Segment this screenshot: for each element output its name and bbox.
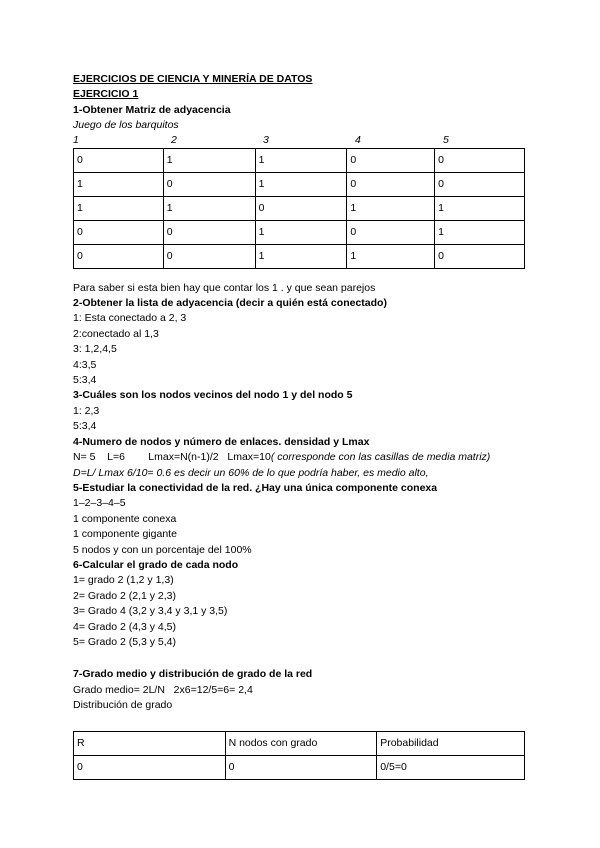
matrix-cell: 1 [163,148,255,172]
table-row [74,148,525,172]
table-header-cell: N nodos con grado [225,731,377,755]
exercise-title: EJERCICIO 1 [73,88,139,101]
table-cell: 0 [74,755,226,779]
matrix-cell: 1 [74,172,164,196]
matrix-cell: 0 [347,220,435,244]
section1-note: Para saber si esta bien hay que contar los 1 . y que sean parejos [73,281,376,294]
table-cell: 0/5=0 [377,755,525,779]
list-item: 1: Esta conectado a 2, 3 [73,312,187,325]
list-item: 5= Grado 2 (5,3 y 5,4) [73,635,177,648]
matrix-cell: 1 [74,196,164,220]
list-item: 4= Grado 2 (4,3 y 4,5) [73,620,177,633]
table-row [74,220,525,244]
list-item: 2:conectado al 1,3 [73,327,159,340]
list-item: 1: 2,3 [73,404,100,417]
section3-heading: 3-Cuáles son los nodos vecinos del nodo 1 y del nodo 5 [73,389,353,402]
matrix-col-header: 1 [73,133,79,146]
matrix-cell: 0 [74,148,164,172]
matrix-cell: 1 [163,196,255,220]
matrix-cell: 0 [435,148,525,172]
document-page [73,72,533,780]
matrix-cell: 1 [347,244,435,268]
matrix-cell: 1 [255,244,347,268]
list-item: 1–2–3–4–5 [73,497,126,510]
section6-heading: 6-Calcular el grado de cada nodo [73,558,239,571]
matrix-cell: 1 [255,148,347,172]
matrix-cell: 1 [347,196,435,220]
list-item: 3= Grado 4 (3,2 y 3,4 y 3,1 y 3,5) [73,605,228,618]
matrix-cell: 0 [255,196,347,220]
list-item: 1 componente gigante [73,528,177,541]
adjacency-matrix [73,148,525,269]
matrix-col-header: 4 [355,133,361,146]
section7-distribution-label: Distribución de grado [73,699,173,712]
section4-density: D=L/ Lmax 6/10= 0.6 es decir un 60% de lo que podría haber, es medio alto, [73,466,429,479]
matrix-cell: 0 [163,172,255,196]
matrix-cell: 1 [435,220,525,244]
section2-heading: 2-Obtener la lista de adyacencia (decir a quién está conectado) [73,297,387,310]
section4-heading: 4-Numero de nodos y número de enlaces. densidad y Lmax [73,435,370,448]
matrix-cell: 0 [435,244,525,268]
table-row [74,196,525,220]
section7-heading: 7-Grado medio y distribución de grado de la red [73,668,313,681]
matrix-cell: 1 [435,196,525,220]
section1-subtitle: Juego de los barquitos [73,119,179,132]
matrix-cell: 0 [347,172,435,196]
section5-heading: 5-Estudiar la conectividad de la red. ¿Hay una única componente conexa [73,481,438,494]
matrix-cell: 0 [435,172,525,196]
section4-values: N= 5 L=6 Lmax=N(n-1)/2 Lmax=10 [73,451,271,464]
matrix-column-headers [73,134,533,148]
matrix-cell: 1 [255,172,347,196]
section7-mean-degree: Grado medio= 2L/N 2x6=12/5=6= 2,4 [73,683,253,696]
table-header-cell: Probabilidad [377,731,525,755]
table-row [74,172,525,196]
document-title: EJERCICIOS DE CIENCIA Y MINERÍA DE DATOS [73,73,313,85]
list-item: 5:3,4 [73,374,97,387]
table-cell: 0 [225,755,377,779]
list-item: 4:3,5 [73,358,97,371]
section1-heading: 1-Obtener Matriz de adyacencia [73,103,231,116]
matrix-cell: 0 [163,220,255,244]
list-item: 2= Grado 2 (2,1 y 2,3) [73,589,177,602]
table-header-cell: R [74,731,226,755]
list-item: 5 nodos y con un porcentaje del 100% [73,543,252,556]
matrix-col-header: 5 [443,133,449,146]
section4-values-line [73,450,533,465]
matrix-cell: 0 [347,148,435,172]
table-row [74,244,525,268]
matrix-cell: 0 [74,220,164,244]
section4-note: ( corresponde con las casillas de media matriz) [270,451,491,464]
list-item: 1 componente conexa [73,512,177,525]
table-header-row [74,731,525,755]
matrix-cell: 0 [74,244,164,268]
matrix-col-header: 3 [263,133,269,146]
table-row [74,755,525,779]
matrix-cell: 0 [163,244,255,268]
matrix-cell: 1 [255,220,347,244]
matrix-col-header: 2 [171,133,177,146]
list-item: 3: 1,2,4,5 [73,343,117,356]
degree-distribution-table [73,731,525,780]
list-item: 1= grado 2 (1,2 y 1,3) [73,574,174,587]
list-item: 5:3,4 [73,420,97,433]
